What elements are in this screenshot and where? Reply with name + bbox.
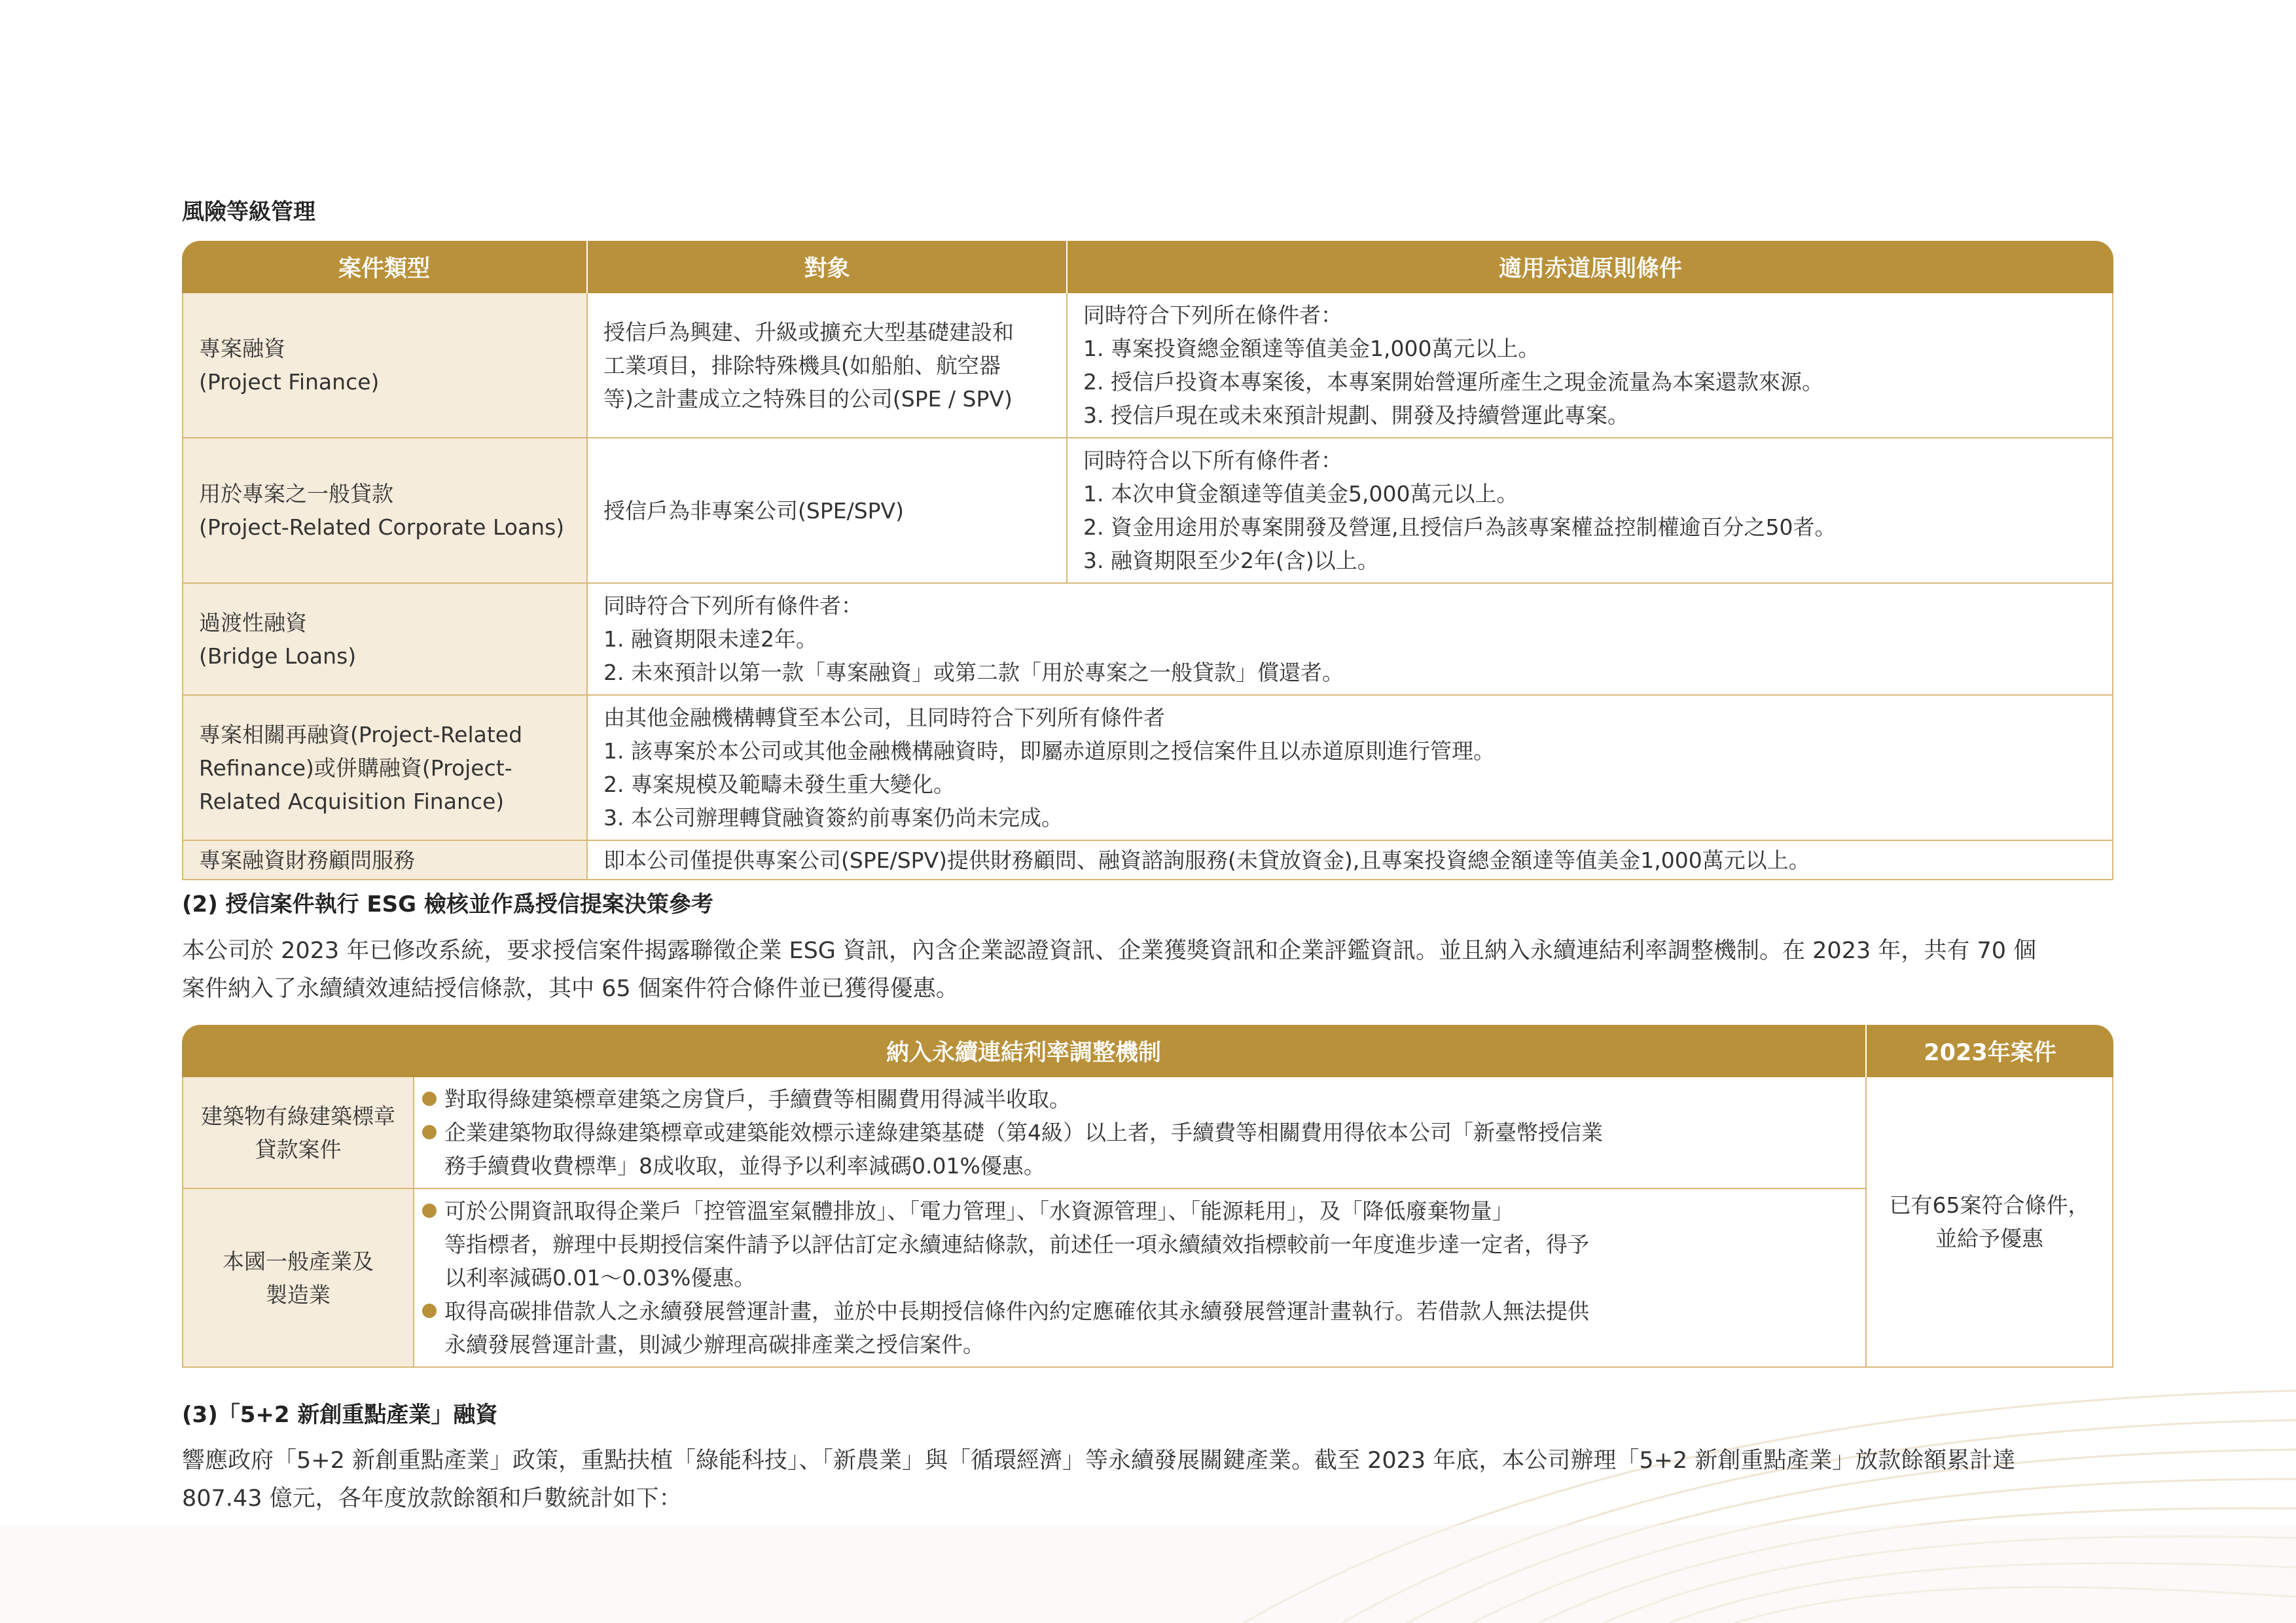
condition-line: 2. 授信戶投資本專案後，本專案開始營運所產生之現金流量為本案還款來源。 bbox=[1083, 369, 1823, 395]
mechanism-cell bbox=[414, 1189, 1867, 1368]
case-type-cell bbox=[182, 841, 588, 880]
bullet-dot-icon bbox=[422, 1092, 437, 1106]
case-type-cell bbox=[182, 696, 588, 841]
category-label: 本國一般產業及 bbox=[223, 1248, 374, 1274]
table-row bbox=[182, 438, 2113, 584]
case-type-name: 用於專案之一般貸款 bbox=[199, 481, 393, 507]
bullet-item bbox=[422, 1116, 1857, 1183]
category-cell bbox=[182, 1077, 414, 1189]
section3-title: (3)「5+2 新創重點產業」融資 bbox=[182, 1402, 498, 1428]
condition-line: 即本公司僅提供專案公司(SPE/SPV)提供財務顧問、融資諮詢服務(未貸放資金),且專案投資總金額達等值美金1,000萬元以上。 bbox=[603, 847, 1810, 873]
case-type-cell bbox=[182, 584, 588, 696]
target-line: 授信戶為興建、升級或擴充大型基礎建設和 bbox=[603, 319, 1014, 345]
risk-level-table bbox=[182, 241, 2113, 880]
case-type-cell bbox=[182, 438, 588, 584]
case-type-english: (Project-Related Corporate Loans) bbox=[199, 514, 565, 540]
condition-line: 1. 本次申貸金額達等值美金5,000萬元以上。 bbox=[1083, 481, 1518, 507]
table-row bbox=[182, 1077, 2113, 1189]
table-row bbox=[182, 841, 2113, 880]
condition-line: 同時符合下列所有條件者： bbox=[603, 593, 863, 618]
header-ep-conditions: 適用赤道原則條件 bbox=[1067, 241, 2113, 293]
target-cell bbox=[588, 438, 1067, 584]
result-cell: 已有65案符合條件，並給予優惠 bbox=[1867, 1077, 2113, 1368]
merged-conditions-cell bbox=[588, 696, 2113, 841]
header-target: 對象 bbox=[588, 241, 1067, 293]
table-row bbox=[182, 696, 2113, 841]
condition-line: 3. 本公司辦理轉貸融資簽約前專案仍尚未完成。 bbox=[603, 805, 1063, 830]
condition-line: 2. 未來預計以第一款「專案融資」或第二款「用於專案之一般貸款」償還者。 bbox=[603, 660, 1344, 685]
section3-paragraph bbox=[182, 1442, 2113, 1518]
condition-line: 由其他金融機構轉貸至本公司，且同時符合下列所有條件者 bbox=[603, 705, 1165, 730]
condition-line: 3. 融資期限至少2年(含)以上。 bbox=[1083, 548, 1379, 573]
condition-line: 1. 專案投資總金額達等值美金1,000萬元以上。 bbox=[1083, 336, 1540, 361]
conditions-cell bbox=[1067, 293, 2113, 438]
header-case-type: 案件類型 bbox=[182, 241, 588, 293]
target-line: 授信戶為非專案公司(SPE/SPV) bbox=[603, 497, 904, 524]
bullet-line: 以利率減碼0.01～0.03%優惠。 bbox=[444, 1265, 756, 1291]
target-line: 等)之計畫成立之特殊目的公司(SPE / SPV) bbox=[603, 385, 1013, 412]
case-type-cell bbox=[182, 293, 588, 438]
paragraph-line: 本公司於 2023 年已修改系統，要求授信案件揭露聯徵企業 ESG 資訊，內含企業認證資訊、企業獲獎資訊和企業評鑑資訊。並且納入永續連結利率調整機制。在 2023 年，共有 70 個 bbox=[182, 938, 2037, 964]
bullet-line: 取得高碳排借款人之永續發展營運計畫，並於中長期授信條件內約定應確依其永續發展營運計畫執行。若借款人無法提供 bbox=[444, 1298, 1589, 1324]
bullet-line: 企業建築物取得綠建築標章或建築能效標示達綠建築基礎（第4級）以上者，手續費等相關費用得依本公司「新臺幣授信業 bbox=[444, 1120, 1603, 1145]
case-type-english: (Project Finance) bbox=[199, 369, 380, 395]
table-row bbox=[182, 584, 2113, 696]
case-type-name: 專案融資財務顧問服務 bbox=[199, 847, 415, 873]
case-type-english: (Bridge Loans) bbox=[199, 643, 357, 669]
table-row bbox=[182, 1189, 2113, 1368]
bullet-dot-icon bbox=[422, 1125, 437, 1139]
bullet-dot-icon bbox=[422, 1204, 437, 1218]
bullet-line: 可於公開資訊取得企業戶「控管溫室氣體排放」、「電力管理」、「水資源管理」、「能源耗用」，及「降低廢棄物量」 bbox=[444, 1198, 1514, 1224]
header-2023-cases: 2023年案件 bbox=[1867, 1025, 2113, 1077]
case-type-name: 專案相關再融資(Project-Related bbox=[199, 721, 523, 747]
paragraph-line: 響應政府「5+2 新創重點產業」政策，重點扶植「綠能科技」、「新農業」與「循環經濟」等永續發展關鍵產業。截至 2023 年底，本公司辦理「5+2 新創重點產業」放款餘額累計達 bbox=[182, 1448, 2016, 1474]
risk-section-title: 風險等級管理 bbox=[182, 199, 315, 225]
target-line: 工業項目，排除特殊機具(如船舶、航空器 bbox=[603, 352, 1001, 378]
section2-title: (2) 授信案件執行 ESG 檢核並作爲授信提案決策參考 bbox=[182, 891, 713, 918]
case-type-name: 過渡性融資 bbox=[199, 609, 307, 635]
category-label: 建築物有綠建築標章 bbox=[201, 1103, 395, 1129]
conditions-cell bbox=[1067, 438, 2113, 584]
mechanism-cell bbox=[414, 1077, 1867, 1189]
bullet-item bbox=[422, 1082, 1857, 1116]
bullet-line: 等指標者，辦理中長期授信案件請予以評估訂定永續連結條款，前述任一項永續績效指標較前一年度進步達一定者，得予 bbox=[444, 1232, 1589, 1257]
header-mechanism: 納入永續連結利率調整機制 bbox=[182, 1025, 1867, 1077]
bullet-item bbox=[422, 1194, 1857, 1294]
section2-paragraph bbox=[182, 932, 2113, 1008]
case-type-name: Related Acquisition Finance) bbox=[199, 788, 505, 814]
category-cell bbox=[182, 1189, 414, 1368]
condition-line: 3. 授信戶現在或未來預計規劃、開發及持續營運此專案。 bbox=[1083, 402, 1629, 428]
table-row bbox=[182, 293, 2113, 438]
esg-table bbox=[182, 1025, 2113, 1368]
merged-conditions-cell bbox=[588, 584, 2113, 696]
bullet-line: 對取得綠建築標章建築之房貸戶，手續費等相關費用得減半收取。 bbox=[444, 1086, 1071, 1112]
condition-line: 1. 該專案於本公司或其他金融機構融資時，即屬赤道原則之授信案件且以赤道原則進行管理。 bbox=[603, 738, 1495, 764]
bullet-line: 永續發展營運計畫，則減少辦理高碳排產業之授信案件。 bbox=[444, 1332, 984, 1357]
case-type-name: 專案融資 bbox=[199, 336, 285, 361]
category-label: 貸款案件 bbox=[255, 1136, 342, 1162]
bullet-line: 務手續費收費標準」8成收取，並得予以利率減碼0.01%優惠。 bbox=[444, 1153, 1045, 1179]
bullet-item bbox=[422, 1294, 1857, 1361]
case-type-name: Refinance)或併購融資(Project- bbox=[199, 755, 512, 781]
condition-line: 2. 專案規模及範疇未發生重大變化。 bbox=[603, 772, 955, 797]
condition-line: 同時符合下列所在條件者： bbox=[1083, 302, 1342, 328]
paragraph-line: 807.43 億元，各年度放款餘額和戶數統計如下： bbox=[182, 1486, 682, 1512]
merged-conditions-cell bbox=[588, 841, 2113, 880]
paragraph-line: 案件納入了永續績效連結授信條款，其中 65 個案件符合條件並已獲得優惠。 bbox=[182, 976, 959, 1002]
target-cell bbox=[588, 293, 1067, 438]
bullet-dot-icon bbox=[422, 1304, 437, 1318]
condition-line: 1. 融資期限未達2年。 bbox=[603, 626, 817, 652]
category-label: 製造業 bbox=[266, 1281, 331, 1308]
condition-line: 同時符合以下所有條件者： bbox=[1083, 448, 1342, 473]
condition-line: 2. 資金用途用於專案開發及營運,且授信戶為該專案權益控制權逾百分之50者。 bbox=[1083, 514, 1837, 540]
